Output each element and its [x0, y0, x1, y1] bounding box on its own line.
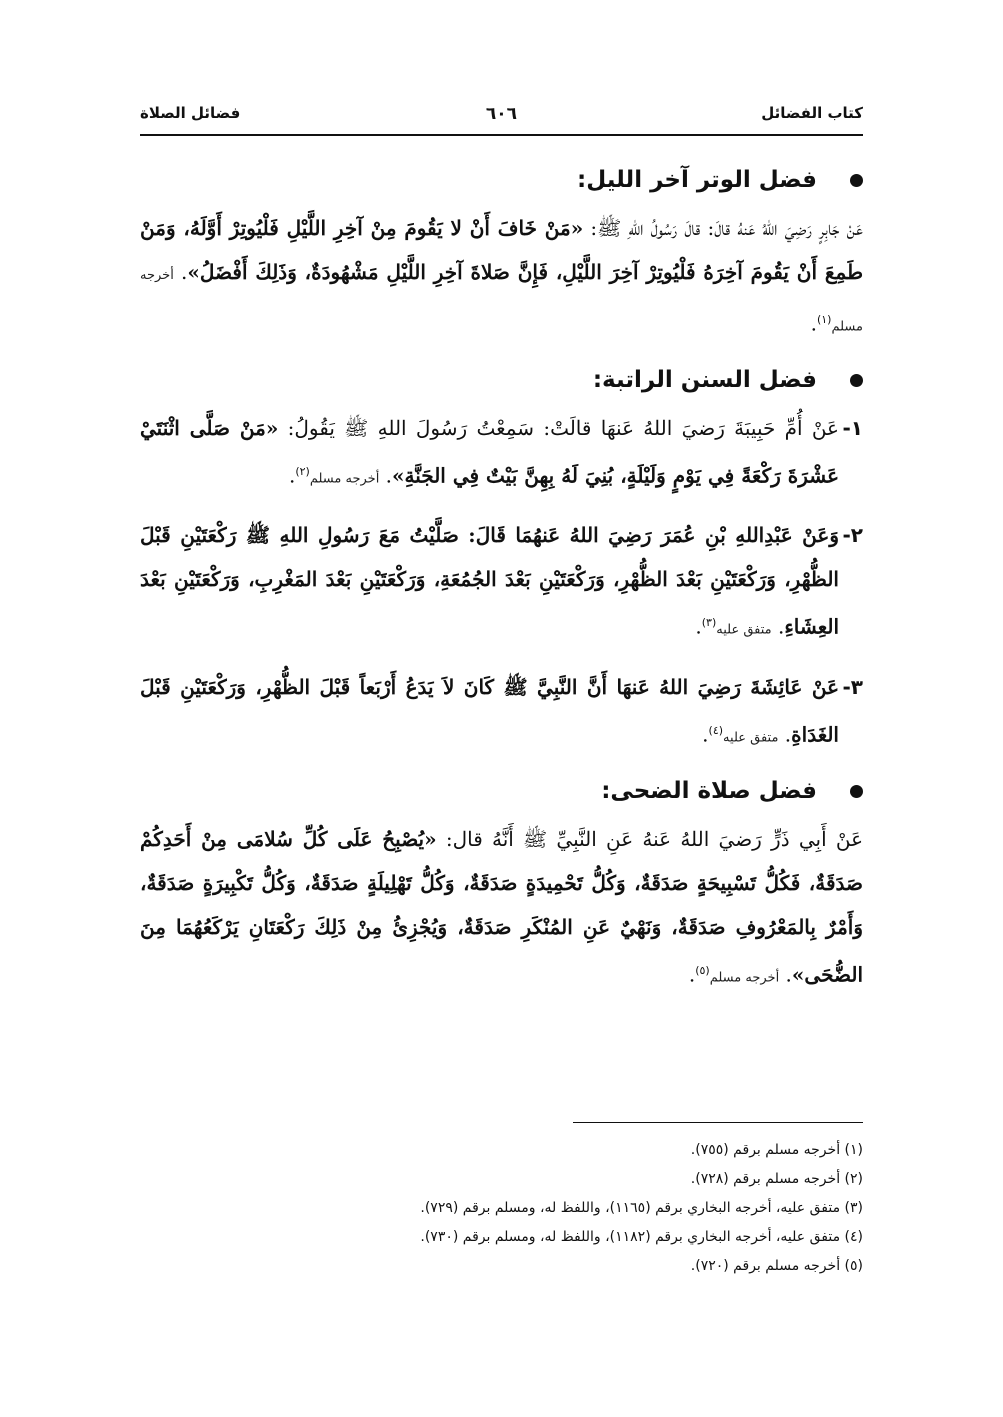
hadith-text: «مَنْ صَلَّى اثْنَتَيْ عَشْرَةَ رَكْعَةً فِي يَوْمٍ وَلَيْلَةٍ، بُنِيَ لَهُ بِهِنَّ بَيْتٌ فِي الجَنَّةِ» [140, 415, 839, 488]
section-title [140, 162, 863, 198]
hadith-number: ٢- [842, 523, 863, 548]
footnote: (٢) أخرجه مسلم برقم (٧٢٨). [690, 1171, 863, 1187]
section-title [140, 362, 863, 398]
hadith-paragraph: ١- عَنْ أُمِّ حَبِيبَةَ رَضيَ اللهُ عَنهَا قالَتْ: سَمِعْتُ رَسُولَ اللهِ ﷺ يَقُولُ: «مَنْ صَلَّى اثْنَتَيْ عَشْرَةَ رَكْعَةً فِي يَوْمٍ وَلَيْلَةٍ، بُنِيَ لَهُ بِهِنَّ بَيْتٌ فِي الجَنَّةِ». أخرجه مسلم$^{(٢)}$. [140, 406, 863, 502]
section-title-text: فضل السنن الراتبة: [592, 366, 817, 393]
hadith-paragraph: عَنْ جَابِرٍ رَضِيَ اللهُ عَنهُ قالَ: قالَ رَسُولُ اللهِ ﷺ: «مَنْ خَافَ أَنْ لا يَقُومَ مِنْ آخِرِ اللَّيْلِ فَلْيُوتِرْ أَوَّلَهُ، وَمَنْ طَمِعَ أَنْ يَقُومَ آخِرَهُ فَلْيُوتِرْ آخِرَ اللَّيْلِ، فَإِنَّ صَلاةَ آخِرِ اللَّيْلِ مَشْهُودَةٌ، وَذَلِكَ أَفْضَلُ». أخرجه مسلم$^{(١)}$. [140, 216, 863, 336]
bullet-icon [850, 374, 863, 387]
hadith-text: «يُصْبِحُ عَلَى كُلِّ سُلامَى مِنْ أَحَدِكُمْ صَدَقَةٌ، فَكُلُّ تَسْبِيحَةٍ صَدَقَةٌ، وَكُلُّ تَحْمِيدَةٍ صَدَقَةٌ، وَكُلُّ تَهْلِيلَةٍ صَدَقَةٌ، وَكُلُّ تَكْبِيرَةٍ صَدَقَةٌ، وَأَمْرٌ بِالمَعْرُوفِ صَدَقَةٌ، وَنَهْيٌ عَنِ المُنْكَرِ صَدَقَةٌ، وَيُجْزِئُ مِنْ ذَلِكَ رَكْعَتَانِ يَرْكَعُهُمَا مِنَ الضُّحَى» [140, 826, 863, 987]
hadith-source: متفق عليه [723, 730, 779, 746]
hadith-paragraph: ٢- وَعَنْ عَبْدِاللهِ بْنِ عُمَرَ رَضِيَ اللهُ عَنهُمَا قَالَ: صَلَّيْتُ مَعَ رَسُولِ اللهِ ﷺ رَكْعَتَيْنِ قَبْلَ الظُّهْرِ، وَرَكْعَتَيْنِ بَعْدَ الظُّهْرِ، وَرَكْعَتَيْنِ بَعْدَ الجُمُعَةِ، وَرَكْعَتَيْنِ بَعْدَ المَغْرِبِ، وَرَكْعَتَيْنِ بَعْدَ العِشَاءِ. متفق عليه$^{(٣)}$. [140, 513, 863, 653]
footnotes [140, 1136, 863, 1281]
section-duha [140, 773, 863, 1001]
section-title [140, 773, 863, 809]
section-witr [140, 162, 863, 350]
book-title: كتاب الفضائل [761, 104, 863, 122]
hadith-source: متفق عليه [716, 622, 772, 638]
chapter-title: فضائل الصلاة [140, 104, 241, 122]
bullet-icon [850, 174, 863, 187]
hadith-intro: عَنْ أَبِي ذَرٍّ رَضيَ اللهُ عَنهُ عَنِ النَّبِيِّ ﷺ أَنَّهُ قال: [436, 826, 863, 851]
footnote: (٤) متفق عليه، أخرجه البخاري برقم (١١٨٢)، واللفظ له، ومسلم برقم (٧٣٠). [420, 1229, 863, 1245]
main-content [140, 162, 863, 1012]
hadith-source: أخرجه مسلم [309, 471, 380, 487]
footnote: (٣) متفق عليه، أخرجه البخاري برقم (١١٦٥)، واللفظ له، ومسلم برقم (٧٢٩). [420, 1200, 863, 1216]
footnote: (٥) أخرجه مسلم برقم (٧٢٠). [690, 1258, 863, 1274]
hadith-text: وَعَنْ عَبْدِاللهِ بْنِ عُمَرَ رَضِيَ اللهُ عَنهُمَا قَالَ: صَلَّيْتُ مَعَ رَسُولِ اللهِ ﷺ رَكْعَتَيْنِ قَبْلَ الظُّهْرِ، وَرَكْعَتَيْنِ بَعْدَ الظُّهْرِ، وَرَكْعَتَيْنِ بَعْدَ الجُمُعَةِ، وَرَكْعَتَيْنِ بَعْدَ المَغْرِبِ، وَرَكْعَتَيْنِ بَعْدَ العِشَاءِ [140, 523, 839, 639]
page-header [140, 104, 863, 132]
header-divider [140, 134, 863, 136]
section-rawatib [140, 362, 863, 761]
footnote-ref[interactable]: (٤) [708, 723, 724, 737]
section-title-text: فضل صلاة الضحى: [601, 777, 817, 804]
hadith-number: ٣- [842, 674, 863, 699]
section-title-text: فضل الوتر آخر الليل: [577, 167, 817, 193]
hadith-text: «مَنْ خَافَ أَنْ لا يَقُومَ مِنْ آخِرِ اللَّيْلِ فَلْيُوتِرْ أَوَّلَهُ، وَمَنْ طَمِعَ أَنْ يَقُومَ آخِرَهُ فَلْيُوتِرْ آخِرَ اللَّيْلِ، فَإِنَّ صَلاةَ آخِرِ اللَّيْلِ مَشْهُودَةٌ، وَذَلِكَ أَفْضَلُ» [140, 216, 863, 284]
footnote-divider [573, 1122, 863, 1123]
hadith-paragraph: عَنْ أَبِي ذَرٍّ رَضيَ اللهُ عَنهُ عَنِ النَّبِيِّ ﷺ أَنَّهُ قال: «يُصْبِحُ عَلَى كُلِّ سُلامَى مِنْ أَحَدِكُمْ صَدَقَةٌ، فَكُلُّ تَسْبِيحَةٍ صَدَقَةٌ، وَكُلُّ تَحْمِيدَةٍ صَدَقَةٌ، وَكُلُّ تَهْلِيلَةٍ صَدَقَةٌ، وَكُلُّ تَكْبِيرَةٍ صَدَقَةٌ، وَأَمْرٌ بِالمَعْرُوفِ صَدَقَةٌ، وَنَهْيٌ عَنِ المُنْكَرِ صَدَقَةٌ، وَيُجْزِئُ مِنْ ذَلِكَ رَكْعَتَانِ يَرْكَعُهُمَا مِنَ الضُّحَى». أخرجه مسلم$^{(٥)}$. [140, 826, 863, 987]
hadith-intro: عَنْ أُمِّ حَبِيبَةَ رَضيَ اللهُ عَنهَا قالَتْ: سَمِعْتُ رَسُولَ اللهِ ﷺ يَقُولُ: [278, 415, 839, 440]
footnote-ref[interactable]: (٢) [295, 464, 310, 478]
hadith-text: عَنْ عَائِشَةَ رَضِيَ اللهُ عَنهَا أَنَّ النَّبِيَّ ﷺ كَانَ لاَ يَدَعُ أَرْبَعاً قَبْلَ الظُّهْرِ، وَرَكْعَتَيْنِ قَبْلَ الغَدَاةِ [140, 674, 839, 747]
footnote-ref[interactable]: (١) [816, 313, 832, 326]
footnote-ref[interactable]: (٣) [701, 616, 717, 630]
footnote: (١) أخرجه مسلم برقم (٧٥٥). [690, 1142, 863, 1158]
bullet-icon [850, 785, 863, 798]
footnote-ref[interactable]: (٥) [695, 963, 710, 977]
hadith-intro: عَنْ جَابِرٍ رَضِيَ اللهُ عَنهُ قالَ: قالَ رَسُولُ اللهِ ﷺ: [583, 216, 863, 240]
page-number: ٦٠٦ [485, 104, 518, 124]
hadith-number: ١- [842, 415, 863, 440]
hadith-paragraph: ٣- عَنْ عَائِشَةَ رَضِيَ اللهُ عَنهَا أَنَّ النَّبِيَّ ﷺ كَانَ لاَ يَدَعُ أَرْبَعاً قَبْلَ الظُّهْرِ، وَرَكْعَتَيْنِ قَبْلَ الغَدَاةِ. متفق عليه$^{(٤)}$. [140, 665, 863, 761]
hadith-source: أخرجه مسلم [709, 970, 780, 986]
hadith-source: أخرجه مسلم [140, 268, 863, 335]
